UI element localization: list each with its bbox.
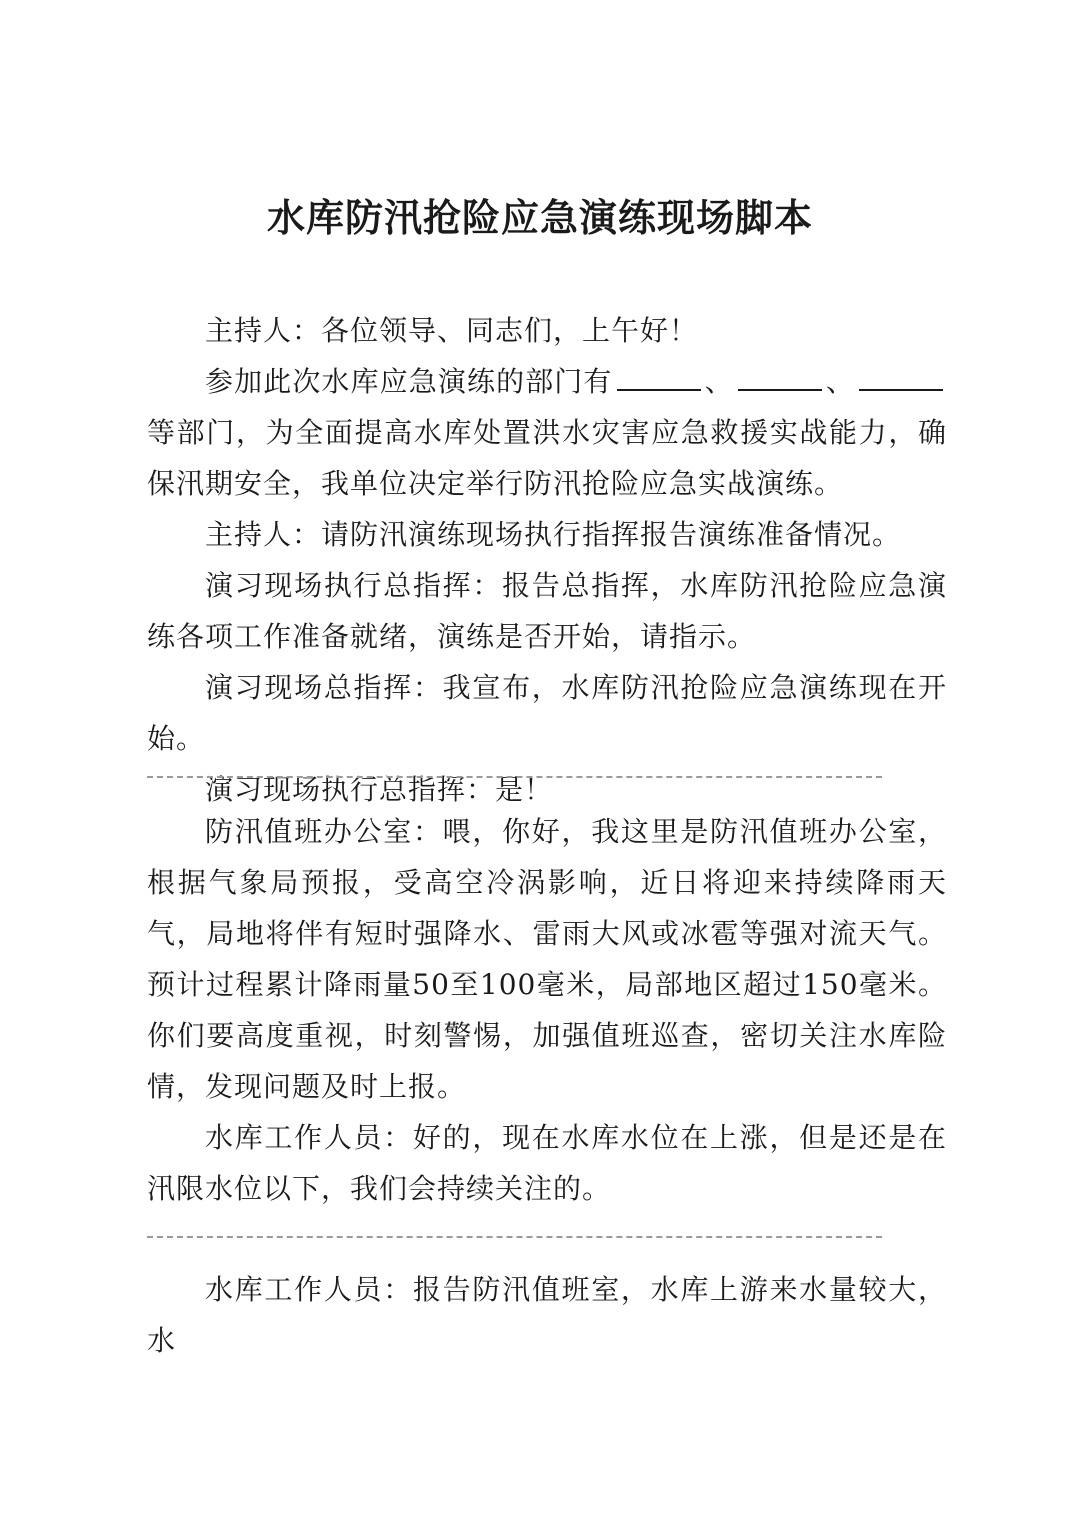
- paragraph-staff-report: 水库工作人员：报告防汛值班室，水库上游来水量较大，水: [147, 1273, 947, 1357]
- paragraph-host-request: 主持人：请防汛演练现场执行指挥报告演练准备情况。: [205, 518, 902, 551]
- blank-line-2: [738, 359, 822, 391]
- blank-line-3: [859, 359, 943, 391]
- departments-prefix: 参加此次水库应急演练的部门有: [205, 365, 613, 398]
- section-staff-report: [147, 1264, 947, 1366]
- departments-rest: 等部门，为全面提高水库处置洪水灾害应急救援实战能力，确保汛期安全，我单位决定举行防汛抢险应急实战演练。: [147, 416, 947, 500]
- document-title: 水库防汛抢险应急演练现场脚本: [266, 195, 813, 240]
- section-divider-1: [147, 776, 882, 778]
- paragraph-departments: [147, 356, 947, 509]
- paragraph-commander-announce: 演习现场总指挥：我宣布，水库防汛抢险应急演练现在开始。: [147, 671, 947, 755]
- paragraph-host-greeting: 主持人：各位领导、同志们，上午好！: [205, 314, 699, 347]
- blank-line-1: [617, 359, 701, 391]
- separator-1: 、: [704, 365, 734, 398]
- separator-2: 、: [825, 365, 855, 398]
- paragraph-duty-office: 防汛值班办公室：喂，你好，我这里是防汛值班办公室，根据气象局预报，受高空冷涡影响，近日将迎来持续降雨天气，局地将伴有短时强降水、雷雨大风或冰雹等强对流天气。预计过程累计降雨量50至100毫米，局部地区超过150毫米。你们要高度重视，时刻警惕，加强值班巡查，密切关注水库险情，发现问题及时上报。: [147, 815, 947, 1103]
- section-duty-call: [147, 806, 947, 1214]
- paragraph-executive-confirm: 演习现场执行总指挥：是！: [205, 773, 554, 806]
- paragraph-staff-reply: 水库工作人员：好的，现在水库水位在上涨，但是还是在汛限水位以下，我们会持续关注的。: [147, 1121, 947, 1205]
- paragraph-executive-report: 演习现场执行总指挥：报告总指挥，水库防汛抢险应急演练各项工作准备就绪，演练是否开始，请指示。: [147, 569, 947, 653]
- section-divider-2: [147, 1236, 882, 1238]
- section-opening: [147, 305, 947, 815]
